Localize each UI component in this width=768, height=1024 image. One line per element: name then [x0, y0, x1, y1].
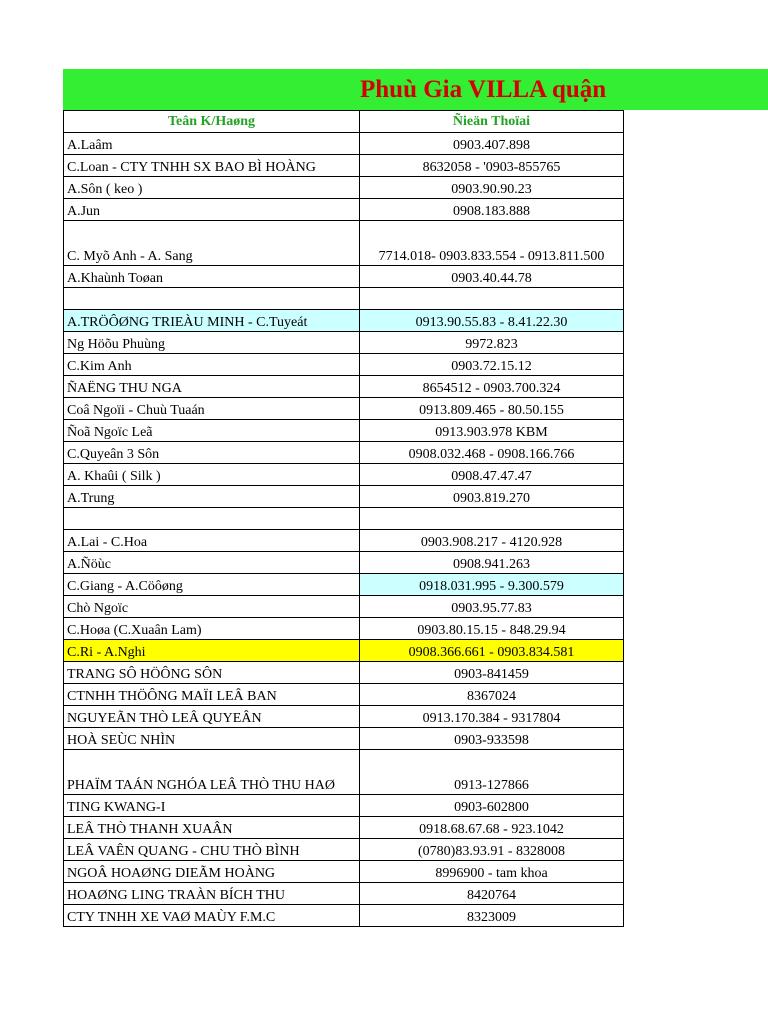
- table-row: [64, 420, 624, 442]
- cell-phone[interactable]: 8996900 - tam khoa: [360, 861, 624, 883]
- table-row: [64, 464, 624, 486]
- cell-phone[interactable]: 0908.183.888: [360, 199, 624, 221]
- cell-name[interactable]: TING KWANG-I: [64, 795, 360, 817]
- header-phone[interactable]: Ñieän Thoïai: [360, 111, 624, 133]
- table-row: [64, 574, 624, 596]
- cell-name[interactable]: Coâ Ngoïi - Chuù Tuaán: [64, 398, 360, 420]
- cell-phone[interactable]: 0903.72.15.12: [360, 354, 624, 376]
- table-row: [64, 133, 624, 155]
- contact-table: [63, 110, 624, 927]
- cell-name[interactable]: NGUYEÃN THÒ LEÂ QUYEÂN: [64, 706, 360, 728]
- cell-phone[interactable]: 9972.823: [360, 332, 624, 354]
- cell-name[interactable]: NGOÂ HOAØNG DIEÃM HOÀNG: [64, 861, 360, 883]
- cell-name[interactable]: C.Ri - A.Nghi: [64, 640, 360, 662]
- cell-phone[interactable]: 0903.908.217 - 4120.928: [360, 530, 624, 552]
- cell-name[interactable]: [64, 508, 360, 530]
- table-row: [64, 684, 624, 706]
- table-row: [64, 905, 624, 927]
- cell-name[interactable]: [64, 288, 360, 310]
- table-row: [64, 376, 624, 398]
- cell-name[interactable]: CTNHH THÖÔNG MAÏI LEÂ BAN: [64, 684, 360, 706]
- cell-name[interactable]: A.Sôn ( keo ): [64, 177, 360, 199]
- table-row: [64, 596, 624, 618]
- table-row: [64, 221, 624, 266]
- cell-name[interactable]: A.TRÖÔØNG TRIEÀU MINH - C.Tuyeát: [64, 310, 360, 332]
- cell-name[interactable]: Ñoã Ngoïc Leã: [64, 420, 360, 442]
- cell-name[interactable]: ÑAËNG THU NGA: [64, 376, 360, 398]
- table-row: [64, 552, 624, 574]
- sheet-title: Phuù Gia VILLA quận: [360, 76, 607, 103]
- cell-name[interactable]: C.Loan - CTY TNHH SX BAO BÌ HOÀNG: [64, 155, 360, 177]
- table-row: [64, 728, 624, 750]
- table-row: [64, 310, 624, 332]
- cell-name[interactable]: PHAÏM TAÁN NGHÓA LEÂ THÒ THU HAØ: [64, 750, 360, 795]
- table-row: [64, 795, 624, 817]
- table-row: [64, 354, 624, 376]
- cell-name[interactable]: CTY TNHH XE VAØ MAÙY F.M.C: [64, 905, 360, 927]
- title-banner: [63, 69, 768, 110]
- cell-phone[interactable]: 0918.031.995 - 9.300.579: [360, 574, 624, 596]
- cell-phone[interactable]: 0903-933598: [360, 728, 624, 750]
- table-row: [64, 332, 624, 354]
- cell-phone[interactable]: 0903.40.44.78: [360, 266, 624, 288]
- cell-phone[interactable]: 8323009: [360, 905, 624, 927]
- header-name[interactable]: Teân K/Haøng: [64, 111, 360, 133]
- cell-phone[interactable]: 0903-602800: [360, 795, 624, 817]
- table-row: [64, 640, 624, 662]
- cell-phone[interactable]: 8632058 - '0903-855765: [360, 155, 624, 177]
- cell-name[interactable]: A.Jun: [64, 199, 360, 221]
- table-row: [64, 442, 624, 464]
- cell-name[interactable]: C. Myõ Anh - A. Sang: [64, 221, 360, 266]
- cell-phone[interactable]: 0908.032.468 - 0908.166.766: [360, 442, 624, 464]
- cell-phone[interactable]: 0903.80.15.15 - 848.29.94: [360, 618, 624, 640]
- table-row: [64, 155, 624, 177]
- table-row: [64, 508, 624, 530]
- cell-phone[interactable]: 0903-841459: [360, 662, 624, 684]
- table-row: [64, 288, 624, 310]
- cell-name[interactable]: Ng Höõu Phuùng: [64, 332, 360, 354]
- cell-name[interactable]: A. Khaûi ( Silk ): [64, 464, 360, 486]
- cell-name[interactable]: C.Quyeân 3 Sôn: [64, 442, 360, 464]
- cell-name[interactable]: TRANG SÔ HÖÔNG SÔN: [64, 662, 360, 684]
- cell-phone[interactable]: 0908.941.263: [360, 552, 624, 574]
- table-row: [64, 618, 624, 640]
- cell-name[interactable]: A.Trung: [64, 486, 360, 508]
- cell-name[interactable]: HOÀ SEÙC NHÌN: [64, 728, 360, 750]
- table-row: [64, 530, 624, 552]
- table-row: [64, 817, 624, 839]
- cell-phone[interactable]: [360, 508, 624, 530]
- cell-phone[interactable]: 0913.809.465 - 80.50.155: [360, 398, 624, 420]
- cell-phone[interactable]: (0780)83.93.91 - 8328008: [360, 839, 624, 861]
- cell-phone[interactable]: 0913.903.978 KBM: [360, 420, 624, 442]
- cell-name[interactable]: C.Giang - A.Cöôøng: [64, 574, 360, 596]
- cell-phone[interactable]: 7714.018- 0903.833.554 - 0913.811.500: [360, 221, 624, 266]
- cell-name[interactable]: LEÂ THÒ THANH XUAÂN: [64, 817, 360, 839]
- table-row: [64, 662, 624, 684]
- cell-phone[interactable]: 8654512 - 0903.700.324: [360, 376, 624, 398]
- cell-name[interactable]: A.Khaùnh Toøan: [64, 266, 360, 288]
- cell-phone[interactable]: 0918.68.67.68 - 923.1042: [360, 817, 624, 839]
- cell-name[interactable]: A.Ñöùc: [64, 552, 360, 574]
- table-row: [64, 486, 624, 508]
- table-row: [64, 706, 624, 728]
- cell-phone[interactable]: 8420764: [360, 883, 624, 905]
- table-row: [64, 750, 624, 795]
- table-row: [64, 199, 624, 221]
- cell-name[interactable]: LEÂ VAÊN QUANG - CHU THÒ BÌNH: [64, 839, 360, 861]
- cell-phone[interactable]: 8367024: [360, 684, 624, 706]
- cell-phone[interactable]: 0913-127866: [360, 750, 624, 795]
- cell-name[interactable]: A.Lai - C.Hoa: [64, 530, 360, 552]
- cell-phone[interactable]: [360, 288, 624, 310]
- cell-phone[interactable]: 0903.407.898: [360, 133, 624, 155]
- cell-name[interactable]: A.Laâm: [64, 133, 360, 155]
- table-row: [64, 839, 624, 861]
- cell-phone[interactable]: 0903.95.77.83: [360, 596, 624, 618]
- table-row: [64, 861, 624, 883]
- cell-name[interactable]: C.Hoøa (C.Xuaân Lam): [64, 618, 360, 640]
- cell-phone[interactable]: 0903.90.90.23: [360, 177, 624, 199]
- header-row: [64, 111, 624, 133]
- cell-phone[interactable]: 0913.90.55.83 - 8.41.22.30: [360, 310, 624, 332]
- table-row: [64, 266, 624, 288]
- cell-name[interactable]: HOAØNG LING TRAÀN BÍCH THU: [64, 883, 360, 905]
- table-row: [64, 883, 624, 905]
- cell-phone[interactable]: 0903.819.270: [360, 486, 624, 508]
- table-row: [64, 398, 624, 420]
- cell-name[interactable]: C.Kim Anh: [64, 354, 360, 376]
- cell-phone[interactable]: 0913.170.384 - 9317804: [360, 706, 624, 728]
- cell-name[interactable]: Chò Ngoïc: [64, 596, 360, 618]
- table-row: [64, 177, 624, 199]
- cell-phone[interactable]: 0908.47.47.47: [360, 464, 624, 486]
- cell-phone[interactable]: 0908.366.661 - 0903.834.581: [360, 640, 624, 662]
